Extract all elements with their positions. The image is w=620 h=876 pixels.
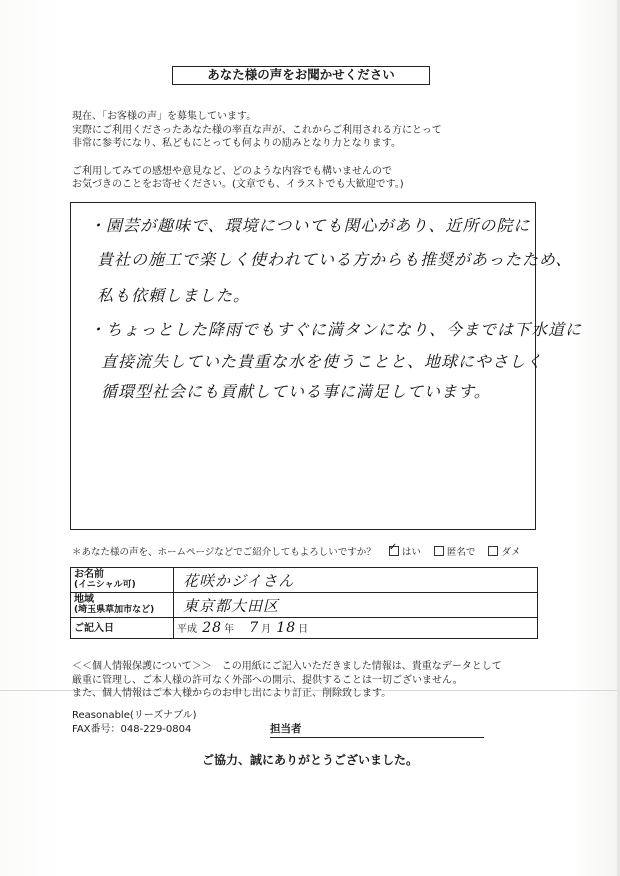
- name-field[interactable]: [174, 568, 538, 593]
- consent-no-checkbox[interactable]: [488, 546, 498, 556]
- date-year-unit: 年: [224, 624, 235, 635]
- consent-no-label: ダメ: [501, 547, 521, 558]
- comment-line: 貴社の施工で楽しく使われている方からも推奨があったため、: [97, 250, 573, 269]
- name-label-cell: [71, 568, 174, 593]
- privacy-line: また、個人情報はご本人様からのお申し出により訂正、削除致します。: [72, 688, 392, 699]
- consent-question: [72, 544, 520, 558]
- region-field[interactable]: [174, 593, 538, 618]
- region-label: 地域: [74, 594, 94, 605]
- name-label: お名前: [74, 569, 104, 580]
- privacy-notice: [72, 660, 552, 701]
- consent-anonymous-label: 匿名で: [446, 547, 476, 558]
- name-sub-label: (イニシャル可): [74, 580, 136, 590]
- region-sub-label: (埼玉県草加市など): [74, 605, 155, 615]
- date-day: 18: [276, 620, 297, 636]
- comment-line: 私も依頼しました。: [97, 286, 251, 305]
- company-info: [72, 709, 197, 737]
- date-month-unit: 月: [261, 624, 272, 635]
- consent-yes-label: はい: [401, 547, 421, 558]
- intro-text: [72, 110, 542, 192]
- staff-in-charge-label: 担当者: [270, 723, 302, 735]
- region-value: 東京都大田区: [183, 596, 280, 615]
- name-value: 花咲かジイさん: [183, 571, 295, 590]
- region-label-cell: [71, 593, 174, 618]
- consent-question-text: ＊あなた様の声を、ホームページなどでご紹介してもよろしいですか？: [72, 547, 376, 558]
- comment-line: 循環型社会にも貢献している事に満足しています。: [101, 382, 491, 401]
- intro-line: 非常に参考になり、私どもにとっても何よりの励みとなり力となります。: [72, 138, 401, 149]
- intro-line: 実際にご利用くださったあなた様の率直な声が、これからご利用される方にとって: [72, 124, 442, 136]
- fax-number: FAX番号：048-229-0804: [72, 724, 192, 735]
- date-label: ご記入日: [71, 618, 174, 639]
- info-table: [70, 567, 538, 639]
- consent-yes-checkbox[interactable]: [389, 546, 399, 556]
- thanks-message: ご協力、誠にありがとうございました。: [201, 753, 418, 767]
- consent-anonymous-checkbox[interactable]: [434, 546, 444, 556]
- date-year: 28: [202, 620, 223, 636]
- form-title: あなた様の声をお聞かせください: [172, 66, 430, 85]
- request-line: ご利用してみての感想や意見など、どのような内容でも構いませんので: [72, 165, 392, 177]
- date-era: 平成: [177, 624, 197, 635]
- date-field[interactable]: [174, 618, 538, 639]
- privacy-line: 厳重に管理し、ご本人様の許可なく外部への開示、提供することは一切ございません。: [72, 674, 463, 686]
- staff-in-charge-field[interactable]: [270, 721, 484, 738]
- date-day-unit: 日: [298, 624, 309, 635]
- privacy-line: ＜＜個人情報保護について＞＞ この用紙にご記入いただきました情報は、貴重なデータとして: [72, 661, 502, 672]
- intro-line: 現在、「お客様の声」を募集しています。: [72, 111, 257, 122]
- company-name: Reasonable(リーズナブル): [72, 710, 197, 721]
- date-month: 7: [249, 620, 260, 636]
- request-line: お気づきのことをお寄せください。(文章でも、イラストでも大歓迎です。): [72, 179, 404, 190]
- comment-line: ・ちょっとした降雨でもすぐに満タンになり、今までは下水道に: [89, 320, 583, 339]
- comment-line: 直接流失していた貴重な水を使うことと、地球にやさしく: [101, 352, 544, 371]
- comment-box[interactable]: [70, 202, 583, 530]
- comment-line: ・園芸が趣味で、環境についても関心があり、近所の院に: [89, 216, 531, 235]
